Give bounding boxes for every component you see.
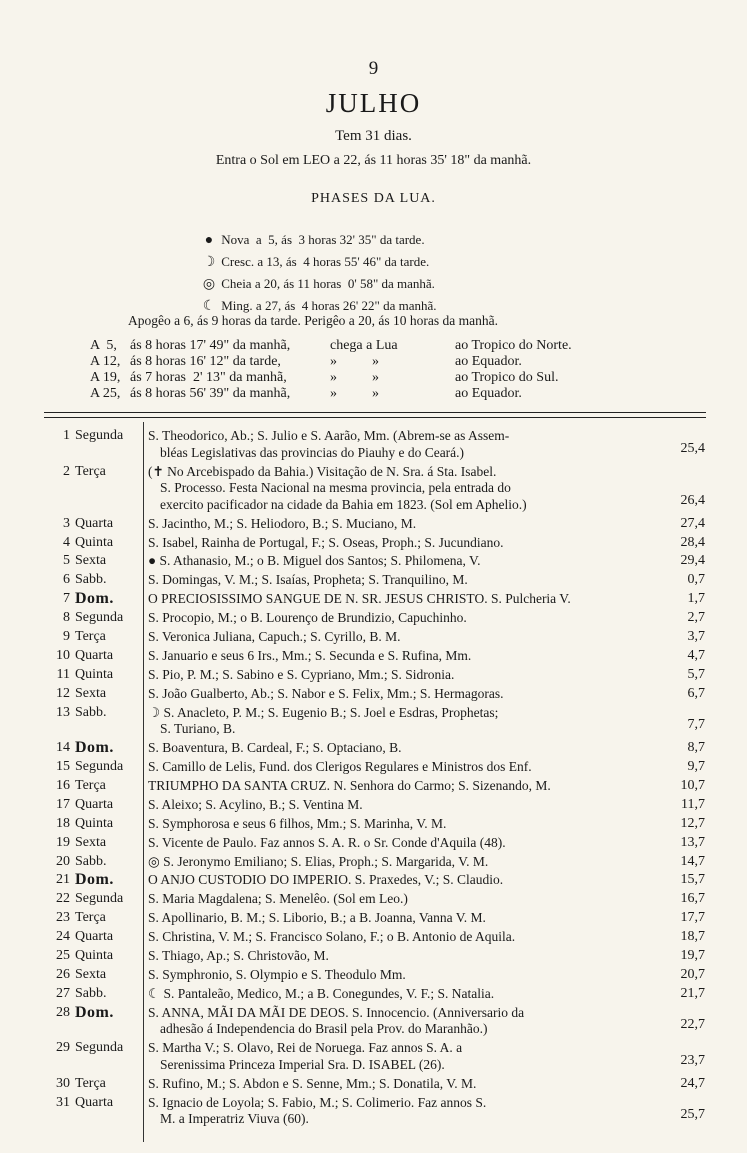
moon-age-value: 22,7 xyxy=(680,1017,705,1033)
day-description: Serenissima Princeza Imperial Sra. D. ISABEL (26). xyxy=(160,1056,445,1072)
day-number: 16 xyxy=(56,777,70,793)
day-name: Segunda xyxy=(75,1040,124,1056)
day-number: 10 xyxy=(56,647,70,663)
page-number: 9 xyxy=(368,58,379,79)
day-description: S. Boaventura, B. Cardeal, F.; S. Optaciano, B. xyxy=(148,740,402,756)
day-description: S. Thiago, Ap.; S. Christovão, M. xyxy=(148,948,329,963)
moon-age-value: 23,7 xyxy=(680,1052,705,1068)
day-name: Quinta xyxy=(75,815,114,831)
day-description: ☾ S. Pantaleão, Medico, M.; a B. Conegundes, V. F.; S. Natalia. xyxy=(148,985,495,1001)
moon-age-value: 9,7 xyxy=(687,759,705,774)
day-name: Terça xyxy=(75,629,106,644)
moon-age-value: 1,7 xyxy=(687,591,705,607)
phase-row xyxy=(200,232,425,249)
day-number: 5 xyxy=(63,553,70,569)
day-name: Terça xyxy=(75,777,106,793)
day-number: 1 xyxy=(63,428,70,443)
moon-age-value: 11,7 xyxy=(681,796,705,812)
phases-title: PHASES DA LUA. xyxy=(311,191,436,206)
day-description: ● S. Athanasio, M.; o B. Miguel dos Santos; S. Philomena, V. xyxy=(148,553,481,569)
day-description: S. Theodorico, Ab.; S. Julio e S. Aarão, Mm. (Abrem-se as Assem- xyxy=(148,428,510,443)
moon-age-value: 7,7 xyxy=(687,717,705,733)
day-name: Dom. xyxy=(75,739,114,757)
day-number: 7 xyxy=(63,591,70,607)
day-name: Sabb. xyxy=(75,572,107,588)
sun-entry: Entra o Sol em LEO a 22, ás 11 horas 35' 18" da manhã. xyxy=(215,153,532,168)
moon-age-value: 14,7 xyxy=(680,853,705,869)
day-number: 9 xyxy=(63,629,70,644)
day-description: O PRECIOSISSIMO SANGUE DE N. SR. JESUS CHRISTO. S. Pulcheria V. xyxy=(148,591,571,607)
day-description: S. Processo. Festa Nacional na mesma provincia, pela entrada do xyxy=(160,480,511,496)
day-description: ☽ S. Anacleto, P. M.; S. Eugenio B.; S. Joel e Esdras, Prophetas; xyxy=(148,704,499,720)
moon-date: A 12, xyxy=(90,354,121,369)
day-name: Segunda xyxy=(75,891,124,907)
moon-age-value: 18,7 xyxy=(680,929,705,945)
day-name: Sexta xyxy=(75,966,107,982)
day-name: Sexta xyxy=(75,553,107,569)
moon-age-value: 15,7 xyxy=(680,872,705,888)
day-number: 20 xyxy=(56,853,70,869)
day-name: Sabb. xyxy=(75,853,107,869)
day-name: Quinta xyxy=(75,948,114,963)
day-number: 21 xyxy=(56,872,70,888)
day-description: S. Rufino, M.; S. Abdon e S. Senne, Mm.; S. Donatila, V. M. xyxy=(148,1075,477,1091)
day-description: S. Jacintho, M.; S. Heliodoro, B.; S. Muciano, M. xyxy=(148,515,417,531)
moon-age-value: 16,7 xyxy=(680,891,705,907)
moon-age-value: 13,7 xyxy=(680,834,705,850)
day-name: Quarta xyxy=(75,647,114,663)
day-description: S. Isabel, Rainha de Portugal, F.; S. Oseas, Proph.; S. Jucundiano. xyxy=(148,534,504,550)
day-number: 25 xyxy=(56,948,70,963)
day-name: Segunda xyxy=(75,610,124,626)
moon-age-value: 10,7 xyxy=(680,777,705,793)
day-description: S. João Gualberto, Ab.; S. Nabor e S. Felix, Mm.; S. Hermagoras. xyxy=(148,685,504,701)
phase-row xyxy=(200,254,429,271)
day-number: 11 xyxy=(56,666,70,682)
day-number: 12 xyxy=(56,685,70,701)
day-description: (✝ No Arcebispado da Bahia.) Visitação de N. Sra. á Sta. Isabel. xyxy=(148,463,497,479)
moon-age-value: 3,7 xyxy=(687,629,705,644)
moon-mid: » » xyxy=(330,386,379,401)
phase-text: Ming. a 27, ás 4 horas 26' 22" da manhã. xyxy=(221,298,437,313)
waxing-moon-icon: ☽ xyxy=(202,255,216,270)
day-description: exercito pacificador na cidade da Bahia em 1823. (Sol em Aphelio.) xyxy=(160,496,527,512)
day-description: S. Pio, P. M.; S. Sabino e S. Cypriano, Mm.; S. Sidronia. xyxy=(148,666,455,682)
day-description: S. Ignacio de Loyola; S. Fabio, M.; S. Colimerio. Faz annos S. xyxy=(148,1094,487,1110)
day-number: 13 xyxy=(56,704,70,720)
day-description: bléas Legislativas das provincias do Piauhy e do Ceará.) xyxy=(160,444,465,460)
day-name: Quarta xyxy=(75,929,114,945)
day-description: TRIUMPHO DA SANTA CRUZ. N. Senhora do Carmo; S. Sizenando, M. xyxy=(148,777,551,793)
day-number: 24 xyxy=(56,929,70,945)
day-description: S. Turiano, B. xyxy=(160,721,236,737)
phase-text: Cresc. a 13, ás 4 horas 55' 46" da tarde. xyxy=(221,254,430,269)
moon-mid: » » xyxy=(330,370,379,385)
divider xyxy=(44,417,706,418)
moon-age-value: 24,7 xyxy=(680,1075,705,1091)
day-number: 14 xyxy=(56,740,70,756)
day-description: O ANJO CUSTODIO DO IMPERIO. S. Praxedes, V.; S. Claudio. xyxy=(148,872,504,888)
phase-text: Cheia a 20, ás 11 horas 0' 58" da manhã. xyxy=(221,276,435,291)
day-number: 28 xyxy=(56,1004,70,1020)
moon-age-value: 4,7 xyxy=(687,647,705,663)
moon-age-value: 25,7 xyxy=(680,1107,705,1123)
moon-time: ás 7 horas 2' 13" da manhã, xyxy=(130,370,287,385)
moon-end: ao Tropico do Sul. xyxy=(455,370,559,385)
day-description: S. Martha V.; S. Olavo, Rei de Noruega. Faz annos S. A. a xyxy=(148,1040,463,1056)
days-count: Tem 31 dias. xyxy=(335,128,412,144)
day-number: 2 xyxy=(63,463,70,479)
day-description: S. Symphorosa e seus 6 filhos, Mm.; S. Marinha, V. M. xyxy=(148,815,447,831)
day-name: Dom. xyxy=(75,871,114,889)
day-description: S. Veronica Juliana, Capuch.; S. Cyrillo, B. M. xyxy=(148,629,401,644)
day-number: 31 xyxy=(56,1094,70,1110)
moon-time: ás 8 horas 17' 49" da manhã, xyxy=(130,338,291,353)
day-number: 26 xyxy=(56,966,70,982)
day-name: Dom. xyxy=(75,1003,114,1021)
moon-age-value: 25,4 xyxy=(680,440,705,456)
day-number: 17 xyxy=(56,796,70,812)
moon-age-value: 19,7 xyxy=(680,948,705,963)
day-name: Dom. xyxy=(75,590,114,608)
moon-age-value: 5,7 xyxy=(687,666,705,682)
moon-age-value: 12,7 xyxy=(680,815,705,831)
day-description: S. Apollinario, B. M.; S. Liborio, B.; a B. Joanna, Vanna V. M. xyxy=(148,910,486,926)
day-description: ◎ S. Jeronymo Emiliano; S. Elias, Proph.; S. Margarida, V. M. xyxy=(148,853,489,869)
moon-age-value: 6,7 xyxy=(687,685,705,701)
day-description: M. a Imperatriz Viuva (60). xyxy=(160,1111,309,1127)
day-description: S. Christina, V. M.; S. Francisco Solano, F.; o B. Antonio de Aquila. xyxy=(148,929,516,945)
day-name: Terça xyxy=(75,463,106,479)
moon-mid: chega a Lua xyxy=(330,338,398,353)
phase-row xyxy=(200,276,435,293)
moon-date: A 19, xyxy=(90,370,121,385)
moon-age-value: 8,7 xyxy=(687,740,705,756)
moon-age-value: 17,7 xyxy=(680,910,705,926)
day-name: Quarta xyxy=(75,1094,114,1110)
day-number: 15 xyxy=(56,759,70,774)
day-description: S. Procopio, M.; o B. Lourenço de Brundizio, Capuchinho. xyxy=(148,610,467,626)
moon-end: ao Equador. xyxy=(455,386,522,401)
day-name: Terça xyxy=(75,1075,106,1091)
moon-mid: » » xyxy=(330,354,379,369)
day-number: 18 xyxy=(56,815,70,831)
day-number: 29 xyxy=(56,1040,70,1056)
column-divider xyxy=(143,422,144,1142)
day-number: 27 xyxy=(56,985,70,1001)
day-name: Sabb. xyxy=(75,704,107,720)
day-description: S. Symphronio, S. Olympio e S. Theodulo Mm. xyxy=(148,966,406,982)
moon-age-value: 20,7 xyxy=(680,966,705,982)
day-description: S. Aleixo; S. Acylino, B.; S. Ventina M. xyxy=(148,796,363,812)
day-name: Quinta xyxy=(75,666,114,682)
day-number: 23 xyxy=(56,910,70,926)
day-description: adhesão á Independencia do Brasil pela Prov. do Maranhão.) xyxy=(160,1021,488,1037)
moon-date: A 5, xyxy=(90,338,117,353)
phase-text: Nova a 5, ás 3 horas 32' 35" da tarde. xyxy=(221,232,425,247)
day-description: S. Domingas, V. M.; S. Isaías, Propheta; S. Tranquilino, M. xyxy=(148,572,468,588)
day-number: 8 xyxy=(63,610,70,626)
day-name: Segunda xyxy=(75,428,124,443)
moon-age-value: 0,7 xyxy=(687,572,705,588)
day-name: Sexta xyxy=(75,685,107,701)
moon-time: ás 8 horas 56' 39" da manhã, xyxy=(130,386,291,401)
moon-end: ao Equador. xyxy=(455,354,522,369)
apogee-perigee: Apogêo a 6, ás 9 horas da tarde. Perigêo a 20, ás 10 horas da manhã. xyxy=(128,313,499,328)
day-name: Quinta xyxy=(75,534,114,550)
waning-moon-icon: ☾ xyxy=(202,299,216,314)
moon-age-value: 27,4 xyxy=(680,515,705,531)
day-name: Terça xyxy=(75,910,106,926)
moon-age-value: 2,7 xyxy=(687,610,705,626)
page-title: JULHO xyxy=(325,88,422,118)
day-number: 19 xyxy=(56,834,70,850)
new-moon-icon: ● xyxy=(204,233,214,248)
day-name: Sabb. xyxy=(75,985,107,1001)
day-number: 4 xyxy=(63,534,70,550)
day-description: S. ANNA, MÃI DA MÃI DE DEOS. S. Innocencio. (Anniversario da xyxy=(148,1004,525,1020)
full-moon-icon: ◎ xyxy=(202,277,216,292)
day-description: S. Maria Magdalena; S. Menelêo. (Sol em Leo.) xyxy=(148,891,408,907)
day-number: 6 xyxy=(63,572,70,588)
day-number: 30 xyxy=(56,1075,70,1091)
day-name: Segunda xyxy=(75,759,124,774)
moon-age-value: 29,4 xyxy=(680,553,705,569)
day-number: 22 xyxy=(56,891,70,907)
day-name: Sexta xyxy=(75,834,107,850)
day-description: S. Camillo de Lelis, Fund. dos Clerigos Regulares e Ministros dos Enf. xyxy=(148,759,532,774)
moon-age-value: 26,4 xyxy=(680,492,705,508)
day-name: Quarta xyxy=(75,515,114,531)
day-number: 3 xyxy=(63,515,70,531)
moon-end: ao Tropico do Norte. xyxy=(455,338,572,353)
moon-age-value: 28,4 xyxy=(680,534,705,550)
day-name: Quarta xyxy=(75,796,114,812)
moon-date: A 25, xyxy=(90,386,121,401)
day-description: S. Januario e seus 6 Irs., Mm.; S. Secunda e S. Rufina, Mm. xyxy=(148,647,472,663)
moon-time: ás 8 horas 16' 12" da tarde, xyxy=(130,354,281,369)
divider xyxy=(44,412,706,413)
day-description: S. Vicente de Paulo. Faz annos S. A. R. o Sr. Conde d'Aquila (48). xyxy=(148,834,506,850)
moon-age-value: 21,7 xyxy=(680,985,705,1001)
